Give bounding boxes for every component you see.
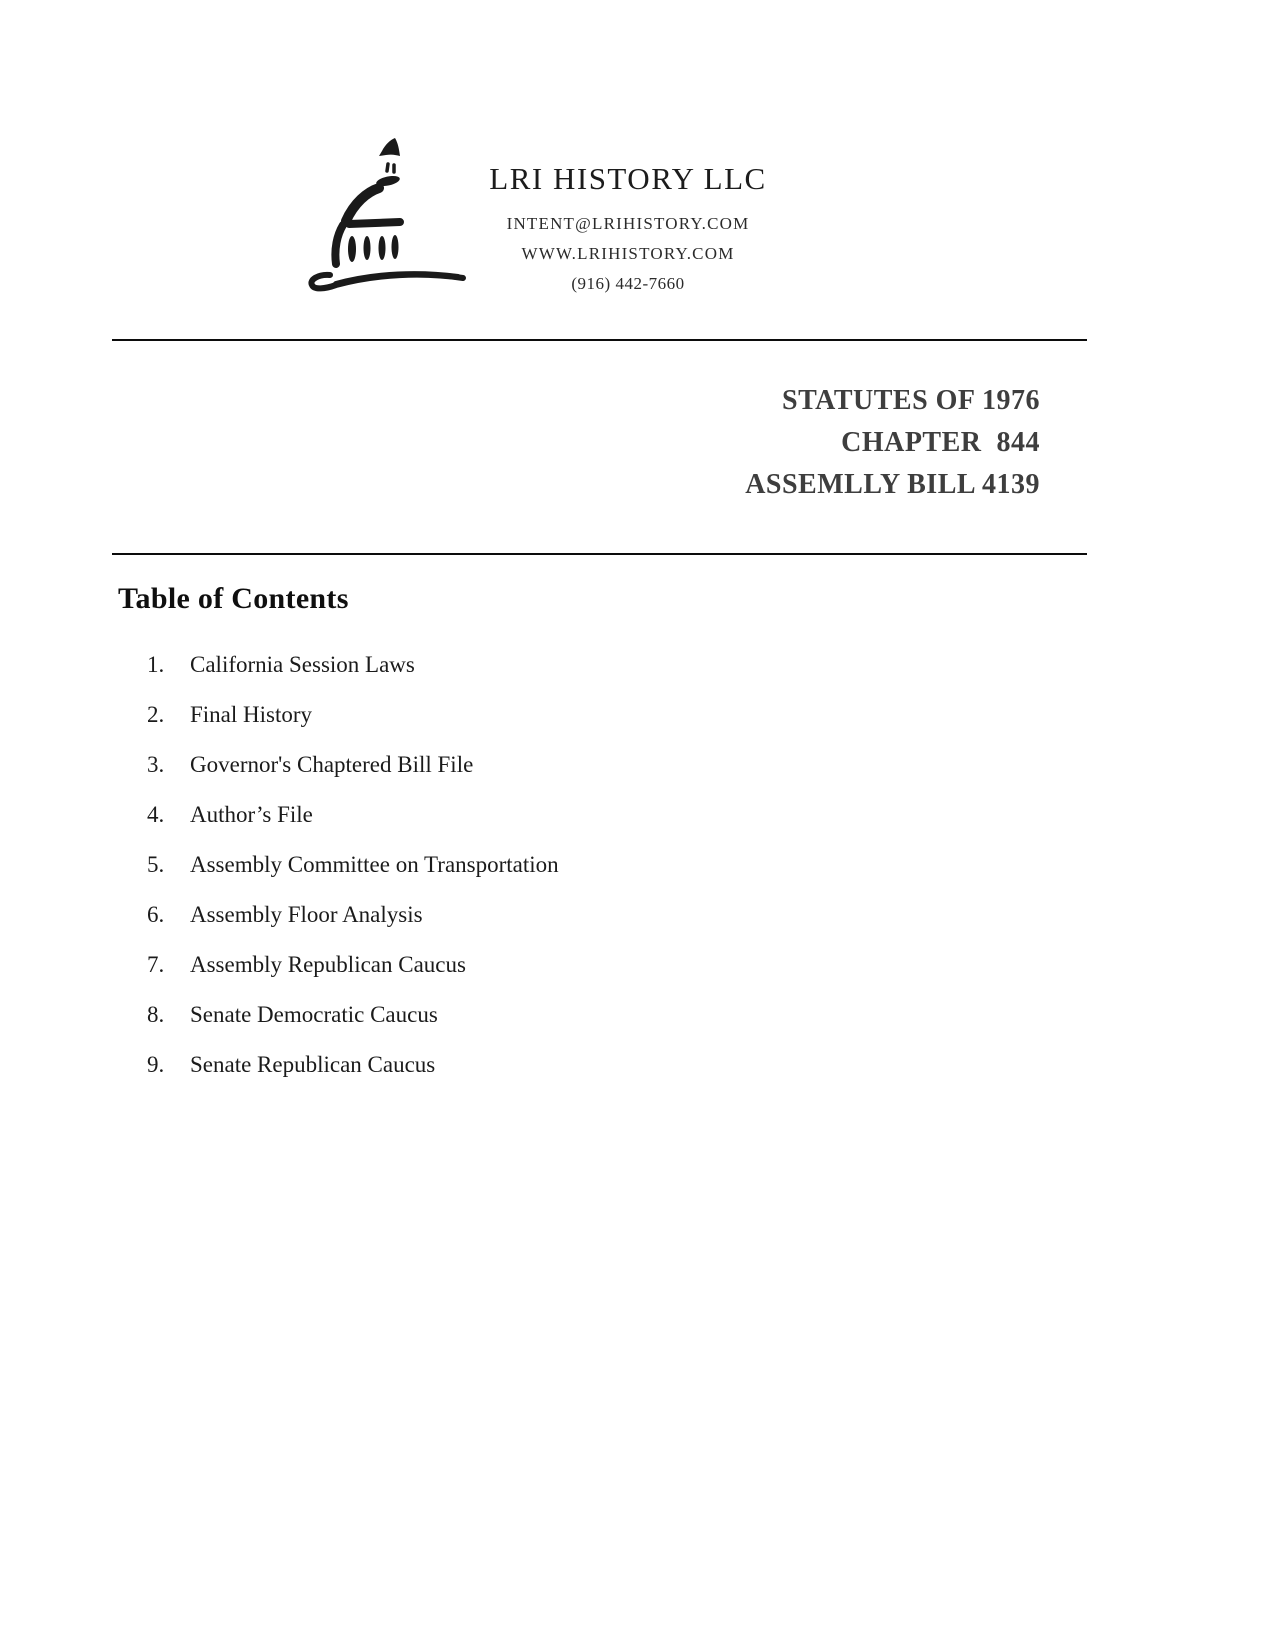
toc-item-label: Senate Democratic Caucus [190, 1002, 438, 1027]
toc-item-label: Governor's Chaptered Bill File [190, 752, 474, 777]
toc-item-label: Senate Republican Caucus [190, 1052, 436, 1077]
toc-item-label: Assembly Floor Analysis [190, 902, 423, 927]
contact-phone: (916) 442-7660 [571, 274, 685, 294]
letterhead [398, 162, 858, 299]
toc-item-label: Final History [190, 702, 313, 727]
toc-item [147, 753, 559, 776]
toc-item-number: 4. [147, 802, 165, 827]
toc-item-label: California Session Laws [190, 652, 415, 677]
toc-item [147, 953, 559, 976]
toc-item [147, 1003, 559, 1026]
toc-item [147, 803, 559, 826]
toc-item-number: 7. [147, 952, 165, 977]
toc-item-number: 8. [147, 1002, 165, 1027]
toc-item-number: 2. [147, 702, 165, 727]
toc-heading: Table of Contents [118, 582, 349, 615]
toc-item [147, 653, 559, 676]
statutes-line-3: ASSEMLLY BILL 4139 [745, 469, 1040, 500]
statutes-title-block [745, 380, 1040, 506]
toc-item [147, 703, 559, 726]
toc-item-number: 6. [147, 902, 165, 927]
statutes-line-1: STATUTES OF 1976 [782, 385, 1040, 416]
toc-item-label: Assembly Republican Caucus [190, 952, 466, 977]
toc-item [147, 853, 559, 876]
statutes-line-2: CHAPTER 844 [841, 427, 1040, 458]
toc-item-label: Author’s File [190, 802, 313, 827]
toc-item [147, 1053, 559, 1076]
toc-item-label: Assembly Committee on Transportation [190, 852, 559, 877]
toc-item-number: 3. [147, 752, 165, 777]
company-name: LRI HISTORY LLC [489, 161, 767, 196]
contact-email: INTENT@LRIHISTORY.COM [506, 214, 750, 234]
table-of-contents [118, 581, 559, 1103]
horizontal-rule-bottom [112, 553, 1087, 555]
toc-list [118, 653, 559, 1076]
toc-item-number: 5. [147, 852, 165, 877]
toc-item-number: 9. [147, 1052, 165, 1077]
toc-item [147, 903, 559, 926]
horizontal-rule-top [112, 339, 1087, 341]
toc-item-number: 1. [147, 652, 165, 677]
contact-website: WWW.LRIHISTORY.COM [521, 244, 735, 264]
